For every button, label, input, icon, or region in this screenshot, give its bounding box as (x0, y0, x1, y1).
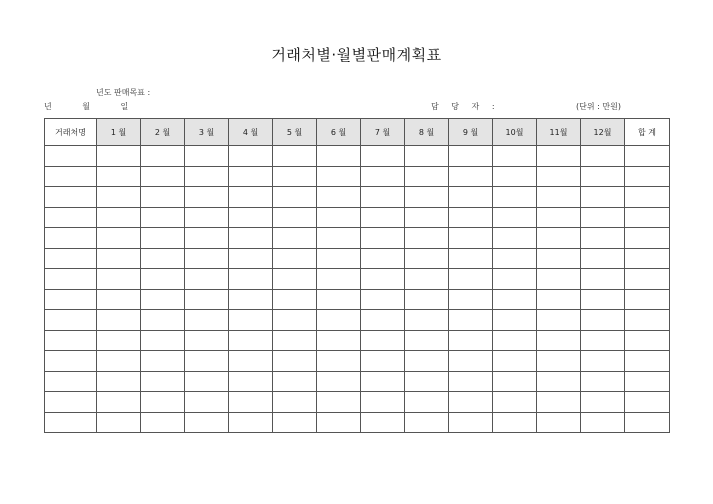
table-header-row (45, 119, 670, 146)
table-cell[interactable] (273, 146, 317, 167)
table-cell[interactable] (449, 248, 493, 269)
table-cell[interactable] (493, 330, 537, 351)
date-label: 년 월 일 (44, 102, 143, 111)
table-cell[interactable] (449, 392, 493, 413)
table-cell[interactable] (97, 310, 141, 331)
table-cell[interactable] (45, 351, 97, 372)
table-cell[interactable] (141, 187, 185, 208)
table-cell[interactable] (229, 146, 273, 167)
header-month-4: 4 월 (229, 119, 273, 146)
table-cell[interactable] (317, 146, 361, 167)
table-cell[interactable] (185, 248, 229, 269)
table-cell[interactable] (97, 351, 141, 372)
table-cell[interactable] (625, 351, 670, 372)
table-cell[interactable] (405, 392, 449, 413)
table-cell[interactable] (405, 310, 449, 331)
table-cell[interactable] (625, 166, 670, 187)
table-cell[interactable] (141, 392, 185, 413)
table-cell[interactable] (273, 228, 317, 249)
table-cell[interactable] (581, 289, 625, 310)
header-month-10: 10월 (493, 119, 537, 146)
table-cell[interactable] (361, 248, 405, 269)
table-cell[interactable] (317, 228, 361, 249)
table-cell[interactable] (449, 330, 493, 351)
table-cell[interactable] (537, 248, 581, 269)
table-cell[interactable] (45, 146, 97, 167)
table-cell[interactable] (141, 330, 185, 351)
table-cell[interactable] (45, 187, 97, 208)
table-cell[interactable] (185, 187, 229, 208)
table-cell[interactable] (493, 146, 537, 167)
table-cell[interactable] (317, 330, 361, 351)
table-cell[interactable] (581, 269, 625, 290)
table-cell[interactable] (97, 146, 141, 167)
table-cell[interactable] (229, 310, 273, 331)
table-cell[interactable] (405, 330, 449, 351)
table-row (45, 371, 670, 392)
table-row (45, 351, 670, 372)
table-row (45, 269, 670, 290)
table-cell[interactable] (581, 187, 625, 208)
table-cell[interactable] (405, 412, 449, 433)
table-cell[interactable] (493, 269, 537, 290)
table-cell[interactable] (229, 248, 273, 269)
table-cell[interactable] (185, 228, 229, 249)
table-cell[interactable] (537, 228, 581, 249)
table-cell[interactable] (317, 371, 361, 392)
table-cell[interactable] (97, 392, 141, 413)
table-cell[interactable] (625, 228, 670, 249)
table-cell[interactable] (581, 310, 625, 331)
table-cell[interactable] (581, 228, 625, 249)
header-month-7: 7 월 (361, 119, 405, 146)
table-cell[interactable] (229, 269, 273, 290)
table-cell[interactable] (141, 166, 185, 187)
table-cell[interactable] (581, 166, 625, 187)
table-cell[interactable] (449, 351, 493, 372)
table-row (45, 228, 670, 249)
table-cell[interactable] (141, 351, 185, 372)
table-cell[interactable] (273, 371, 317, 392)
table-cell[interactable] (273, 330, 317, 351)
table-cell[interactable] (317, 166, 361, 187)
table-cell[interactable] (45, 371, 97, 392)
table-cell[interactable] (405, 248, 449, 269)
table-cell[interactable] (449, 146, 493, 167)
table-cell[interactable] (45, 289, 97, 310)
table-cell[interactable] (537, 412, 581, 433)
table-cell[interactable] (141, 207, 185, 228)
table-cell[interactable] (273, 187, 317, 208)
table-cell[interactable] (625, 330, 670, 351)
table-cell[interactable] (229, 351, 273, 372)
table-cell[interactable] (405, 351, 449, 372)
table-row (45, 412, 670, 433)
table-cell[interactable] (625, 289, 670, 310)
table-cell[interactable] (45, 412, 97, 433)
table-cell[interactable] (361, 228, 405, 249)
table-body (45, 146, 670, 433)
table-cell[interactable] (97, 269, 141, 290)
table-cell[interactable] (361, 371, 405, 392)
table-cell[interactable] (273, 412, 317, 433)
table-cell[interactable] (229, 207, 273, 228)
table-cell[interactable] (361, 412, 405, 433)
table-row (45, 330, 670, 351)
table-cell[interactable] (273, 166, 317, 187)
table-cell[interactable] (581, 248, 625, 269)
table-cell[interactable] (581, 330, 625, 351)
table-cell[interactable] (229, 187, 273, 208)
header-total: 합 계 (625, 119, 670, 146)
table-cell[interactable] (405, 187, 449, 208)
table-cell[interactable] (229, 166, 273, 187)
table-cell[interactable] (185, 289, 229, 310)
table-cell[interactable] (141, 146, 185, 167)
table-cell[interactable] (493, 412, 537, 433)
table-cell[interactable] (581, 207, 625, 228)
year-target-label: 년도 판매목표 : (96, 88, 151, 97)
table-cell[interactable] (185, 207, 229, 228)
table-cell[interactable] (581, 351, 625, 372)
table-row (45, 248, 670, 269)
table-cell[interactable] (361, 330, 405, 351)
table-cell[interactable] (317, 207, 361, 228)
table-cell[interactable] (97, 289, 141, 310)
table-cell[interactable] (625, 412, 670, 433)
table-cell[interactable] (493, 371, 537, 392)
table-cell[interactable] (449, 310, 493, 331)
table-cell[interactable] (449, 371, 493, 392)
table-cell[interactable] (493, 289, 537, 310)
header-month-5: 5 월 (273, 119, 317, 146)
table-cell[interactable] (493, 351, 537, 372)
table-cell[interactable] (625, 371, 670, 392)
table-cell[interactable] (581, 392, 625, 413)
table-cell[interactable] (97, 371, 141, 392)
table-row (45, 187, 670, 208)
table-cell[interactable] (185, 166, 229, 187)
table-cell[interactable] (449, 166, 493, 187)
table-cell[interactable] (141, 412, 185, 433)
table-cell[interactable] (449, 228, 493, 249)
table-cell[interactable] (185, 330, 229, 351)
table-cell[interactable] (45, 392, 97, 413)
table-cell[interactable] (97, 412, 141, 433)
table-cell[interactable] (405, 166, 449, 187)
table-cell[interactable] (625, 146, 670, 167)
header-month-9: 9 월 (449, 119, 493, 146)
table-cell[interactable] (185, 371, 229, 392)
table-cell[interactable] (449, 207, 493, 228)
table-cell[interactable] (97, 187, 141, 208)
header-month-1: 1 월 (97, 119, 141, 146)
table-cell[interactable] (361, 146, 405, 167)
table-cell[interactable] (537, 392, 581, 413)
table-cell[interactable] (141, 310, 185, 331)
table-cell[interactable] (493, 207, 537, 228)
table-cell[interactable] (97, 166, 141, 187)
table-cell[interactable] (625, 207, 670, 228)
table-cell[interactable] (229, 289, 273, 310)
table-cell[interactable] (449, 187, 493, 208)
page-title: 거래처별·월별판매계획표 (271, 46, 442, 64)
table-cell[interactable] (361, 392, 405, 413)
table-cell[interactable] (141, 371, 185, 392)
sales-plan-table (44, 118, 670, 433)
table-cell[interactable] (625, 248, 670, 269)
table-cell[interactable] (625, 187, 670, 208)
table-cell[interactable] (493, 392, 537, 413)
table-cell[interactable] (45, 269, 97, 290)
table-cell[interactable] (537, 351, 581, 372)
table-row (45, 310, 670, 331)
manager-label: 담 당 자 : (431, 102, 500, 111)
header-month-3: 3 월 (185, 119, 229, 146)
table-cell[interactable] (141, 248, 185, 269)
table-cell[interactable] (185, 412, 229, 433)
table-cell[interactable] (537, 207, 581, 228)
table-cell[interactable] (185, 269, 229, 290)
table-cell[interactable] (185, 351, 229, 372)
table-cell[interactable] (317, 248, 361, 269)
table-cell[interactable] (45, 310, 97, 331)
table-cell[interactable] (45, 248, 97, 269)
table-cell[interactable] (361, 289, 405, 310)
table-cell[interactable] (45, 330, 97, 351)
table-cell[interactable] (493, 248, 537, 269)
table-cell[interactable] (273, 269, 317, 290)
table-cell[interactable] (405, 371, 449, 392)
table-cell[interactable] (361, 310, 405, 331)
table-cell[interactable] (185, 392, 229, 413)
table-cell[interactable] (317, 289, 361, 310)
table-cell[interactable] (229, 392, 273, 413)
header-month-12: 12월 (581, 119, 625, 146)
table-cell[interactable] (405, 289, 449, 310)
table-cell[interactable] (361, 207, 405, 228)
table-cell[interactable] (229, 330, 273, 351)
header-client-name: 거래처명 (45, 119, 97, 146)
table-cell[interactable] (45, 207, 97, 228)
table-cell[interactable] (141, 228, 185, 249)
table-row (45, 207, 670, 228)
table-cell[interactable] (493, 187, 537, 208)
table-cell[interactable] (581, 146, 625, 167)
table-cell[interactable] (317, 351, 361, 372)
table-cell[interactable] (273, 248, 317, 269)
table-cell[interactable] (97, 330, 141, 351)
table-cell[interactable] (405, 269, 449, 290)
header-month-8: 8 월 (405, 119, 449, 146)
header-month-2: 2 월 (141, 119, 185, 146)
table-cell[interactable] (537, 146, 581, 167)
header-month-11: 11월 (537, 119, 581, 146)
table-cell[interactable] (141, 269, 185, 290)
table-cell[interactable] (493, 310, 537, 331)
table-cell[interactable] (97, 228, 141, 249)
table-cell[interactable] (229, 412, 273, 433)
table-row (45, 392, 670, 413)
table-cell[interactable] (273, 207, 317, 228)
table-cell[interactable] (361, 187, 405, 208)
table-cell[interactable] (185, 146, 229, 167)
table-cell[interactable] (97, 207, 141, 228)
table-cell[interactable] (273, 289, 317, 310)
table-cell[interactable] (361, 166, 405, 187)
table-cell[interactable] (537, 371, 581, 392)
header-month-6: 6 월 (317, 119, 361, 146)
table-cell[interactable] (317, 187, 361, 208)
table-cell[interactable] (405, 146, 449, 167)
table-cell[interactable] (361, 269, 405, 290)
table-cell[interactable] (317, 412, 361, 433)
table-cell[interactable] (537, 310, 581, 331)
table-cell[interactable] (141, 289, 185, 310)
table-cell[interactable] (449, 289, 493, 310)
table-cell[interactable] (625, 310, 670, 331)
table-cell[interactable] (273, 310, 317, 331)
table-row (45, 166, 670, 187)
table-cell[interactable] (581, 371, 625, 392)
table-row (45, 146, 670, 167)
table-cell[interactable] (229, 371, 273, 392)
table-cell[interactable] (317, 310, 361, 331)
table-cell[interactable] (449, 412, 493, 433)
table-cell[interactable] (537, 166, 581, 187)
table-cell[interactable] (317, 392, 361, 413)
table-cell[interactable] (493, 166, 537, 187)
table-cell[interactable] (493, 228, 537, 249)
table-cell[interactable] (625, 392, 670, 413)
table-cell[interactable] (405, 207, 449, 228)
table-cell[interactable] (449, 269, 493, 290)
table-cell[interactable] (537, 187, 581, 208)
table-cell[interactable] (273, 392, 317, 413)
table-cell[interactable] (361, 351, 405, 372)
table-cell[interactable] (405, 228, 449, 249)
table-cell[interactable] (45, 228, 97, 249)
table-cell[interactable] (273, 351, 317, 372)
table-cell[interactable] (581, 412, 625, 433)
table-row (45, 289, 670, 310)
table-cell[interactable] (317, 269, 361, 290)
table-cell[interactable] (537, 289, 581, 310)
table-cell[interactable] (45, 166, 97, 187)
table-cell[interactable] (537, 330, 581, 351)
table-cell[interactable] (537, 269, 581, 290)
table-cell[interactable] (185, 310, 229, 331)
table-cell[interactable] (97, 248, 141, 269)
unit-label: (단위 : 만원) (576, 102, 621, 111)
table-cell[interactable] (229, 228, 273, 249)
table-cell[interactable] (625, 269, 670, 290)
